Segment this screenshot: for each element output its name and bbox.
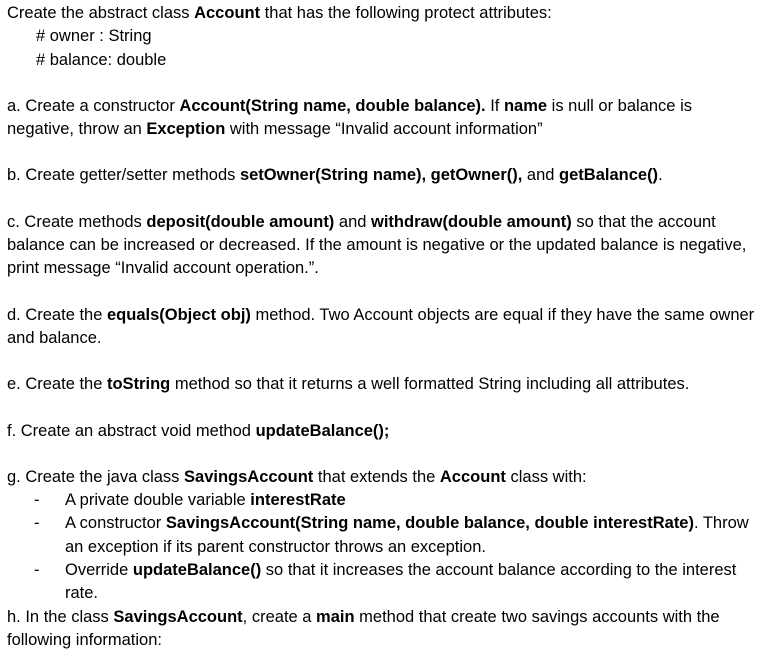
task-f-text: f. Create an abstract void method	[7, 421, 256, 440]
list-item-code: SavingsAccount(String name, double balance, double interestRate)	[165, 514, 694, 533]
task-c-text-2: and	[334, 212, 372, 231]
spacer	[7, 397, 761, 420]
task-d	[7, 304, 761, 351]
task-a-text-3: is null or balance is negative, throw an	[7, 96, 692, 139]
attribute-balance: # balance: double	[36, 50, 167, 69]
task-g-text-2: that extends the	[313, 467, 440, 486]
task-g-text-3: class with:	[505, 467, 587, 486]
spacer	[7, 281, 761, 304]
task-g-code: SavingsAccount	[184, 467, 314, 486]
list-item-text: A constructor	[65, 514, 166, 533]
list-item-text: Override	[65, 561, 133, 580]
task-c-code: deposit(double amount)	[146, 212, 335, 231]
spacer	[7, 443, 761, 466]
task-c	[7, 211, 761, 281]
task-e	[7, 373, 761, 396]
task-a	[7, 95, 761, 142]
task-h-code: SavingsAccount	[113, 607, 243, 626]
task-g-code-2: Account	[439, 467, 506, 486]
list-item-text-2: so that it increases the account balance according to the interest rate.	[65, 561, 737, 603]
spacer	[7, 72, 761, 95]
intro-class-name: Account	[194, 4, 261, 22]
spacer	[7, 141, 761, 164]
task-c-code-2: withdraw(double amount)	[371, 212, 572, 231]
intro-text: Create the abstract class	[7, 4, 195, 22]
task-e-text-2: method so that it returns a well formatted String including all attributes.	[170, 375, 690, 394]
task-e-text: e. Create the	[7, 375, 107, 394]
dash-bullet: -	[34, 561, 40, 580]
task-h-text: h. In the class	[7, 607, 114, 626]
task-c-text-3: so that the account balance can be increased or decreased. If the amount is negative or the updated balance is negative, print message “Invalid account operation.”.	[7, 212, 747, 278]
task-a-text-4: with message “Invalid account information”	[225, 120, 543, 139]
list-item	[7, 489, 761, 512]
list-item	[7, 559, 761, 606]
task-b-code-2: getBalance()	[559, 166, 659, 185]
task-g	[7, 466, 761, 489]
task-a-code-3: Exception	[146, 120, 226, 139]
task-h-code-2: main	[316, 607, 355, 626]
task-f-code: updateBalance();	[255, 421, 390, 440]
spacer	[7, 188, 761, 211]
task-f	[7, 420, 761, 443]
dash-bullet: -	[34, 491, 40, 510]
list-item-text: A private double variable	[65, 491, 251, 510]
task-b-text-3: .	[658, 166, 663, 185]
task-d-text-2: method. Two Account objects are equal if they have the same owner and balance.	[7, 305, 755, 347]
list-item-code: updateBalance()	[132, 561, 262, 580]
task-b	[7, 164, 761, 187]
task-e-code: toString	[106, 375, 171, 394]
task-d-text: d. Create the	[7, 305, 107, 324]
task-b-text-2: and	[522, 166, 560, 185]
attribute-owner: # owner : String	[36, 27, 152, 46]
task-a-text-2: If	[485, 96, 504, 115]
spacer	[7, 350, 761, 373]
task-b-text: b. Create getter/setter methods	[7, 166, 240, 185]
task-g-list	[7, 489, 761, 605]
list-item-text-2: . Throw an exception if its parent constructor throws an exception.	[65, 514, 749, 556]
task-g-text: g. Create the java class	[7, 467, 185, 486]
dash-bullet: -	[34, 514, 40, 533]
task-a-code-2: name	[503, 96, 548, 115]
intro-paragraph	[7, 2, 761, 25]
task-a-text: a. Create a constructor	[7, 96, 180, 115]
task-a-code: Account(String name, double balance).	[179, 96, 486, 115]
task-h-text-2: , create a	[242, 607, 317, 626]
intro-text-2: that has the following protect attributes:	[260, 4, 552, 22]
list-item-code: interestRate	[250, 491, 346, 510]
task-c-text: c. Create methods	[7, 212, 147, 231]
task-h	[7, 606, 761, 653]
task-h-text-3: method that create two savings accounts with the following information:	[7, 607, 720, 649]
task-d-code: equals(Object obj)	[106, 305, 251, 324]
list-item	[7, 512, 761, 559]
task-b-code: setOwner(String name), getOwner(),	[239, 166, 523, 185]
